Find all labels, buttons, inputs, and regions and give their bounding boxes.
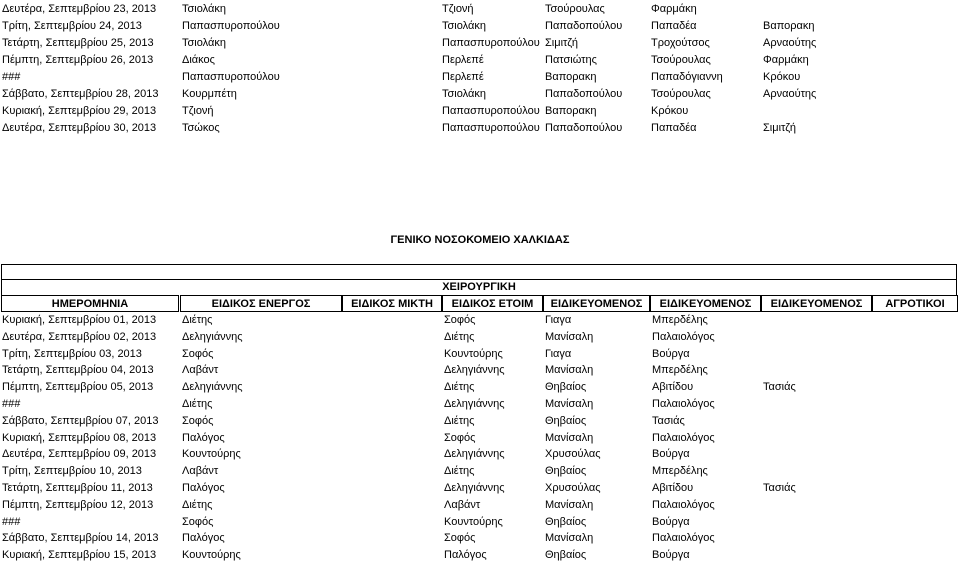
header-row — [0, 295, 960, 312]
table-row — [0, 430, 960, 447]
table-cell — [872, 497, 958, 514]
table-cell: Σοφός — [444, 314, 476, 326]
table-cell: Σιμιτζή — [545, 37, 578, 49]
table-cell: Πέμπτη, Σεπτεμβρίου 05, 2013 — [2, 381, 154, 394]
table-cell: Κυριακή, Σεπτεμβρίου 01, 2013 — [2, 314, 157, 326]
table-cell: Τζιονή — [182, 105, 214, 117]
table-cell: Αβιτίδου — [652, 482, 694, 494]
table-cell — [761, 497, 872, 514]
table-cell — [872, 530, 958, 547]
table-cell — [872, 480, 958, 497]
table-row — [0, 547, 960, 564]
table-cell — [761, 103, 871, 120]
table-cell: Κυριακή, Σεπτεμβρίου 29, 2013 — [2, 105, 157, 117]
column-header: ΑΓΡΟΤΙΚΟΙ — [872, 295, 958, 312]
table-cell: Μανίσαλη — [545, 532, 594, 545]
table-cell: Τσούρουλας — [651, 88, 711, 100]
table-cell: Δεληγιάννης — [444, 448, 505, 461]
table-cell: Μανίσαλη — [545, 498, 594, 511]
table-cell — [761, 346, 872, 363]
table-cell: Διέτης — [182, 398, 213, 410]
table-cell: Βούργα — [652, 515, 690, 528]
table-cell — [761, 1, 871, 18]
table-cell: Πέμπτη, Σεπτεμβρίου 12, 2013 — [2, 498, 154, 511]
table-cell: Τσώκος — [182, 122, 220, 134]
table-cell — [761, 312, 872, 329]
table-cell: Παλόγος — [182, 431, 225, 444]
table-cell: Τρίτη, Σεπτεμβρίου 24, 2013 — [2, 20, 142, 32]
table-cell — [872, 312, 958, 329]
table-cell: Τασιάς — [652, 414, 685, 427]
table-cell: Χρυσούλας — [545, 448, 601, 461]
table-row — [0, 514, 960, 531]
table-cell: Παπαδόγιαννη — [651, 71, 723, 83]
table-cell: Δευτέρα, Σεπτεμβρίου 02, 2013 — [2, 330, 157, 343]
table-cell: Περλεπέ — [442, 54, 484, 66]
table-cell: Βαπορακη — [763, 20, 815, 32]
table-cell: Παπαδέα — [651, 20, 697, 32]
hospital-title: ΓΕΝΙΚΟ ΝΟΣΟΚΟΜΕΙΟ ΧΑΛΚΙΔΑΣ — [390, 234, 570, 246]
table-cell: Παλαιολόγος — [652, 330, 715, 343]
table-cell — [761, 362, 872, 379]
table-cell: Γιαγα — [545, 314, 572, 326]
table-cell: Αβιτίδου — [652, 381, 694, 394]
table-cell: Δεληγιάννης — [182, 381, 243, 394]
table-cell — [761, 463, 872, 480]
table-cell: Τσιολάκη — [442, 20, 486, 32]
table-row — [0, 120, 960, 137]
table-row — [0, 312, 960, 329]
table-cell: Δεληγιάννης — [444, 364, 505, 377]
table-cell: Παπαδοπούλου — [545, 88, 623, 100]
table-cell: Σοφός — [444, 431, 476, 444]
table-row — [0, 86, 960, 103]
table-cell: Βαπορακη — [545, 71, 597, 83]
table-cell: Διάκος — [182, 54, 215, 66]
table-cell: Διέτης — [444, 465, 475, 478]
table-cell: Τσούρουλας — [545, 3, 605, 15]
table-cell: Παλαιολόγος — [652, 498, 715, 511]
table-cell — [761, 446, 872, 463]
table-cell: Κουντούρης — [182, 549, 241, 562]
table-cell: Κυριακή, Σεπτεμβρίου 15, 2013 — [2, 549, 157, 562]
table-cell: Θηβαίος — [545, 549, 587, 562]
table-cell: Βούργα — [652, 549, 690, 562]
table-cell: Τετάρτη, Σεπτεμβρίου 04, 2013 — [2, 364, 154, 377]
column-header: ΕΙΔΙΚΕΥΟΜΕΝΟΣ — [650, 295, 761, 312]
table-cell: Μανίσαλη — [545, 330, 594, 343]
table-cell — [761, 514, 872, 531]
table-cell — [872, 379, 958, 396]
table-cell: Τασιάς — [763, 381, 796, 394]
table-row — [0, 103, 960, 120]
table-row — [0, 329, 960, 346]
table-cell: Σοφός — [444, 532, 476, 545]
table-cell: Σάββατο, Σεπτεμβρίου 07, 2013 — [2, 414, 159, 427]
column-header: ΕΙΔΙΚΕΥΟΜΕΝΟΣ — [543, 295, 650, 312]
table-cell: Διέτης — [444, 381, 475, 394]
table-cell: Παπασπυροπούλου — [442, 122, 540, 134]
table-cell: Δευτέρα, Σεπτεμβρίου 30, 2013 — [2, 122, 157, 134]
table-cell — [761, 530, 872, 547]
table-cell: Παπασπυροπούλου — [182, 71, 280, 83]
table-cell: Πατσιώτης — [545, 54, 597, 66]
table-cell: Μανίσαλη — [545, 364, 594, 377]
table-cell — [872, 346, 958, 363]
table-cell: Παπαδοπούλου — [545, 122, 623, 134]
table-cell: Θηβαίος — [545, 414, 587, 427]
table-cell: Δεληγιάννης — [444, 398, 505, 410]
table-cell: Τσούρουλας — [651, 54, 711, 66]
table-cell: Μπερδέλης — [652, 364, 708, 377]
table-cell: Παλαιολόγος — [652, 431, 715, 444]
table-cell: ### — [2, 398, 21, 410]
table-cell: Παλόγος — [444, 549, 487, 562]
table-cell: Σοφός — [182, 414, 214, 427]
table-cell — [872, 430, 958, 447]
table-cell: Κουντούρης — [444, 515, 503, 528]
table-cell: Παπαδέα — [651, 122, 697, 134]
table-cell: Πέμπτη, Σεπτεμβρίου 26, 2013 — [2, 54, 154, 66]
table-row — [0, 362, 960, 379]
table-cell: Βαπορακη — [545, 105, 597, 117]
table-cell — [872, 413, 958, 430]
table-cell — [872, 362, 958, 379]
header-bar — [1, 264, 957, 280]
table-cell: Τσιολάκη — [182, 37, 226, 49]
table-cell: Μπερδέλης — [652, 314, 708, 326]
table-cell: Σιμιτζή — [763, 122, 796, 134]
table-cell: Παλόγος — [182, 532, 225, 545]
table-cell: Κουντούρης — [182, 448, 241, 461]
table-row — [0, 497, 960, 514]
table-cell: Τζιονή — [442, 3, 474, 15]
table-row — [0, 413, 960, 430]
table-cell: Παπαδοπούλου — [545, 20, 623, 32]
table-cell — [872, 547, 958, 564]
table-cell: Διέτης — [444, 414, 475, 427]
table-cell: Παλαιολόγος — [652, 398, 715, 410]
table-cell: Τρίτη, Σεπτεμβρίου 03, 2013 — [2, 347, 142, 360]
table-cell: Αρναούτης — [763, 88, 817, 100]
table-cell: Γιαγα — [545, 347, 572, 360]
table-cell: Παπασπυροπούλου — [182, 20, 280, 32]
table-cell: Σοφός — [182, 347, 214, 360]
table-cell: Δεληγιάννης — [182, 330, 243, 343]
table-cell: Φαρμάκη — [651, 3, 697, 15]
table-cell: Κουντούρης — [444, 347, 503, 360]
table-cell: Παλόγος — [182, 482, 225, 494]
table-cell: Κουρμπέτη — [182, 88, 237, 100]
table-cell: Λαβάντ — [444, 498, 481, 511]
table-cell: Τετάρτη, Σεπτεμβρίου 11, 2013 — [2, 482, 153, 494]
table-cell: Τρίτη, Σεπτεμβρίου 10, 2013 — [2, 465, 142, 478]
table-cell: Μπερδέλης — [652, 465, 708, 478]
table-cell: Κυριακή, Σεπτεμβρίου 08, 2013 — [2, 431, 157, 444]
table-cell — [872, 463, 958, 480]
table-cell: Κρόκου — [763, 71, 801, 83]
table-cell: Λαβάντ — [182, 465, 219, 478]
table-row — [0, 379, 960, 396]
table-row — [0, 346, 960, 363]
column-header: ΗΜΕΡΟΜΗΝΙΑ — [1, 295, 179, 312]
table-cell: Παπασπυροπούλου — [442, 105, 540, 117]
table-row — [0, 396, 960, 413]
column-header: ΕΙΔΙΚΟΣ ΕΝΕΡΓΟΣ — [180, 295, 342, 312]
table-cell: Μανίσαλη — [545, 431, 594, 444]
table-cell: Θηβαίος — [545, 465, 587, 478]
table-cell: Δευτέρα, Σεπτεμβρίου 09, 2013 — [2, 448, 157, 461]
table-cell: Θηβαίος — [545, 515, 587, 528]
table-cell: Διέτης — [182, 498, 213, 511]
table-cell — [761, 547, 872, 564]
table-cell: Κρόκου — [651, 105, 689, 117]
table-cell: Δεληγιάννης — [444, 482, 505, 494]
table-cell: Περλεπέ — [442, 71, 484, 83]
table-cell: Τροχούτσος — [651, 37, 710, 49]
table-cell: Τασιάς — [763, 482, 796, 494]
column-header: ΕΙΔΙΚΕΥΟΜΕΝΟΣ — [761, 295, 872, 312]
table-cell: Παλαιολόγος — [652, 532, 715, 545]
table-cell: Σοφός — [182, 515, 214, 528]
table-cell: Βούργα — [652, 448, 690, 461]
table-cell: Αρναούτης — [763, 37, 817, 49]
table-cell — [872, 396, 958, 413]
table-cell: ### — [2, 515, 21, 528]
table-row — [0, 52, 960, 69]
table-cell: Χρυσούλας — [545, 482, 601, 494]
table-cell — [761, 396, 872, 413]
table-row — [0, 69, 960, 86]
table-cell: Τσιολάκη — [442, 88, 486, 100]
table-cell: Τετάρτη, Σεπτεμβρίου 25, 2013 — [2, 37, 154, 49]
table-cell: Φαρμάκη — [763, 54, 809, 66]
table-cell — [761, 329, 872, 346]
table-row — [0, 530, 960, 547]
table-cell — [872, 329, 958, 346]
table-row — [0, 480, 960, 497]
table-cell — [872, 446, 958, 463]
table-row — [0, 463, 960, 480]
table-row — [0, 1, 960, 18]
table-row — [0, 446, 960, 463]
table-cell: Σάββατο, Σεπτεμβρίου 28, 2013 — [2, 88, 159, 100]
table-cell: Βούργα — [652, 347, 690, 360]
table-cell — [761, 430, 872, 447]
table-cell: Μανίσαλη — [545, 398, 594, 410]
table-row — [0, 18, 960, 35]
table-cell: Παπασπυροπούλου — [442, 37, 540, 49]
column-header: ΕΙΔΙΚΟΣ ΜΙΚΤΗ — [342, 295, 442, 312]
table-cell: Λαβάντ — [182, 364, 219, 377]
table-cell: Διέτης — [444, 330, 475, 343]
table-row — [0, 35, 960, 52]
table-cell: ### — [2, 71, 21, 83]
table-cell: Σάββατο, Σεπτεμβρίου 14, 2013 — [2, 532, 159, 545]
table-cell: Διέτης — [182, 314, 213, 326]
section-title: ΧΕΙΡΟΥΡΓΙΚΗ — [1, 280, 957, 295]
table-cell: Δευτέρα, Σεπτεμβρίου 23, 2013 — [2, 3, 157, 15]
column-header: ΕΙΔΙΚΟΣ ΕΤΟΙΜ — [442, 295, 543, 312]
table-cell — [872, 514, 958, 531]
table-cell: Τσιολάκη — [182, 3, 226, 15]
table-cell — [761, 413, 872, 430]
table-cell: Θηβαίος — [545, 381, 587, 394]
